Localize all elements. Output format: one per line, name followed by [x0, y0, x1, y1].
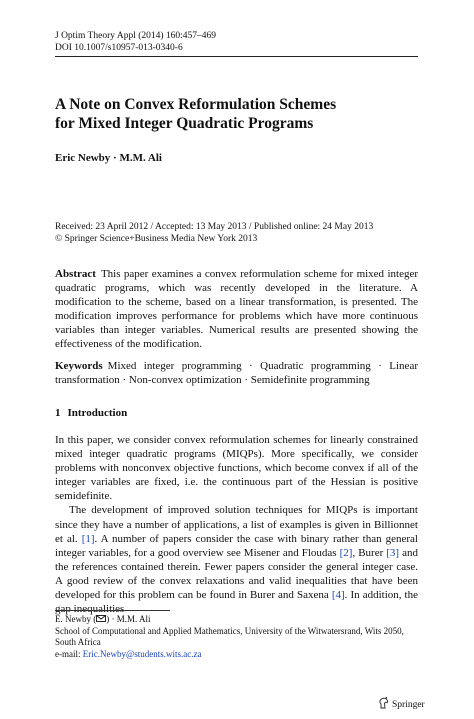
email-line — [55, 649, 418, 661]
abstract-text: This paper examines a convex reformulation scheme for mixed integer quadratic programs, which was recently developed in the literature. A modification to the scheme, based on a linear transformation, is presented. The modification improves performance for problems which have more continuous variables than integer variables. Numerical results are presented showing the effectiveness of the modification. — [55, 268, 418, 351]
citation-link-2[interactable]: [2] — [339, 546, 353, 559]
keywords — [55, 359, 418, 387]
citation-link-3[interactable]: [3] — [386, 546, 400, 559]
publication-dates — [55, 221, 418, 245]
journal-header — [55, 30, 216, 54]
section-number: 1 — [55, 407, 61, 419]
paragraph-text: , Burer — [352, 546, 387, 559]
keywords-text: Mixed integer programming · Quadratic programming · Linear transformation · Non-convex optimization · Semidefinite programming — [55, 360, 418, 387]
paper-title — [55, 95, 418, 133]
title-line-1: A Note on Convex Reformulation Schemes — [55, 96, 337, 113]
footnote-rule — [55, 610, 170, 611]
title-line-2: for Mixed Integer Quadratic Programs — [55, 115, 314, 132]
abstract — [55, 267, 418, 352]
footnote-name-text: ) · M.M. Ali — [106, 614, 151, 624]
abstract-label: Abstract — [55, 268, 96, 280]
paragraph-text: . In addition, the gap inequalities — [55, 589, 418, 616]
paragraph-text: . A number of papers consider the case with binary rather than general integer variables, for a good overview see Misener and Floudas — [55, 532, 418, 559]
header-rule — [55, 56, 418, 57]
envelope-icon — [96, 614, 106, 624]
paragraph-text: and the references contained therein. Fewer papers consider the general integer case. A good review of the convex relaxations and valid inequalities that have been developed for this problem can be found in Burer and Saxena — [55, 546, 418, 602]
springer-horse-icon — [378, 697, 392, 712]
affiliation-line-1: School of Computational and Applied Mathematics, University of the Witwatersrand, Wits 2050, — [55, 625, 404, 636]
journal-citation: J Optim Theory Appl (2014) 160:457–469 — [55, 31, 217, 41]
received-line: Received: 23 April 2012 / Accepted: 13 May 2013 / Published online: 24 May 2013 — [55, 222, 374, 232]
section-heading — [55, 407, 127, 419]
footnote-names — [55, 614, 418, 626]
citation-link-4[interactable]: [4] — [331, 589, 345, 602]
publisher-logo — [378, 697, 425, 712]
section-title: Introduction — [67, 407, 128, 419]
copyright-line: © Springer Science+Business Media New York 2013 — [55, 234, 258, 244]
citation-link-1[interactable]: [1] — [81, 532, 95, 545]
publisher-name: Springer — [392, 699, 425, 710]
footnote-name-text: E. Newby ( — [55, 614, 97, 624]
author-footnote — [55, 614, 418, 660]
author-list: Eric Newby · M.M. Ali — [55, 152, 162, 164]
intro-paragraph-1: In this paper, we consider convex reformulation schemes for linearly constrained mixed integer quadratic programs (MIQPs). More specifically, we consider problems with nonconvex objective functions, which become convex if all of the integer variables are fixed, i.e. the continuous part of the Hessian is positive semidefinite. — [55, 434, 418, 503]
affiliation-line-2: South Africa — [55, 637, 101, 648]
email-link[interactable]: Eric.Newby@students.wits.ac.za — [82, 648, 202, 659]
paragraph-text: The development of improved solution techniques for MIQPs is important since they have a number of applications, a list of examples is given in Billionnet et al. — [55, 504, 418, 545]
keywords-label: Keywords — [55, 360, 103, 372]
intro-body — [55, 433, 418, 616]
doi: DOI 10.1007/s10957-013-0340-6 — [55, 43, 183, 53]
email-label: e-mail: — [55, 648, 83, 659]
intro-paragraph-2 — [55, 503, 418, 616]
